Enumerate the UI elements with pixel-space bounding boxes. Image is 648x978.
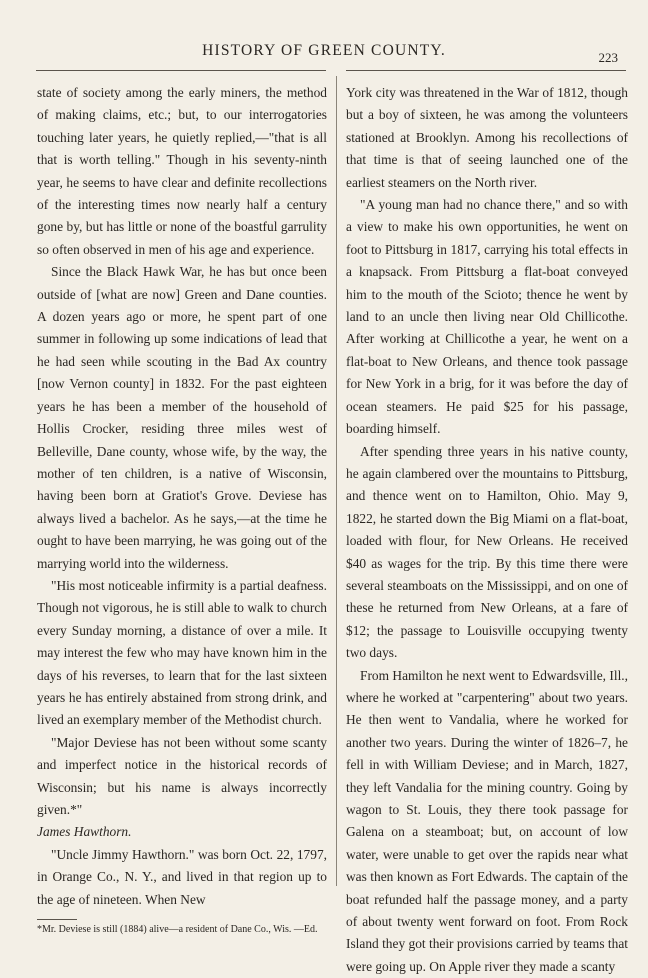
paragraph: Since the Black Hawk War, he has but once been outside of [what are now] Green and Dane counties. A dozen years ago or more, he spent part of one summer in following up some indications of lead that he had seen while scouting in the Bad Ax country [now Vernon county] in 1832. For the past eighteen years he has been a member of the household of Hollis Crocker, residing three miles west of Belleville, Dane county, whose wife, by the way, the mother of ten children, is a native of Wisconsin, having been born at Gratiot's Grove. Deviese has always lived a bachelor. As he says,—at the time he ought to have been marrying, he was going out of the marrying world into the wilderness. [37, 264, 327, 571]
paragraph: "A young man had no chance there," and so with a view to make his own opportunities, he went on foot to Pittsburg in 1817, carrying his total effects in a knapsack. From Pittsburg a flat-boat conveyed him to the mouth of the Scioto; thence he went by land to an uncle then living near Old Chillicothe. After working at Chillicothe a year, he went on a flat-boat to New Orleans, and thence took passage for New York in a brig, for it was before the day of ocean steamers. He paid $25 for his passage, boarding himself. [346, 197, 628, 437]
paragraph: "Uncle Jimmy Hawthorn." was born Oct. 22, 1797, in Orange Co., N. Y., and lived in that region up to the age of nineteen. When New [37, 846, 327, 907]
section-subheading: James Hawthorn. [37, 824, 132, 840]
paragraph: "His most noticeable infirmity is a partial deafness. Though not vigorous, he is still able to walk to church every Sunday morning, a distance of over a mile. It may interest the few who may have known him in the days of his reverses, to learn that for the last sixteen years he has entirely abstained from strong drink, and lived an exemplary member of the Methodist church. [37, 577, 327, 728]
header-rule-right [346, 70, 626, 71]
header-rule-left [36, 70, 326, 71]
running-head: HISTORY OF GREEN COUNTY. [202, 42, 446, 59]
paragraph: state of society among the early miners, the method of making claims, etc.; but, to our interrogatories touching later years, he quietly replied,—"that is all that is worth telling." Though in his seventy-ninth year, he seems to have clear and definite recollections of the interesting times now nearly half a century gone by, but has little or none of the boastful garrulity so often observed in men of his age and experience. [37, 85, 327, 257]
paragraph: York city was threatened in the War of 1812, though but a boy of sixteen, he was among the volunteers stationed at Brooklyn. Among his recollections of that time is that of seeing launched one of the earliest steamers on the North river. [346, 85, 628, 190]
page-header [0, 38, 648, 68]
column-divider [336, 76, 337, 886]
footnote: *Mr. Deviese is still (1884) alive—a resident of Dane Co., Wis. —Ed. [37, 924, 318, 936]
paragraph: "Major Deviese has not been without some scanty and imperfect notice in the historical records of Wisconsin; but his name is always incorrectly given.*" [37, 734, 327, 817]
footnote-rule [37, 919, 77, 920]
left-column [37, 82, 327, 935]
paragraph: After spending three years in his native county, he again clambered over the mountains to Pittsburg, and thence went on to Hamilton, Ohio. May 9, 1822, he started down the Big Miami on a flat-boat, loaded with flour, for New Orleans. He received $40 as wages for the trip. By this time there were several steamboats on the Mississippi, and on one of these he returned from New Orleans, at a fare of $12; the passage to Louisville occupying twenty two days. [346, 443, 628, 661]
paragraph: From Hamilton he next went to Edwardsville, Ill., where he worked at "carpentering" about two years. He then went to Vandalia, where he worked for another two years. During the winter of 1826–7, he fell in with William Deviese; and in March, 1827, they left Vandalia for the mining country. Going by wagon to St. Louis, they there took passage for Galena on a steamboat; but, on account of low water, were unable to get over the rapids near what was then known as Fort Edwards. The captain of the boat refunded half the passage money, and a party of about twenty went forward on foot. From Rock Island they got their provisions carried by teams that were going up. On Apple river they made a scanty [346, 667, 628, 974]
right-column [346, 82, 628, 978]
page-number: 223 [598, 50, 618, 65]
